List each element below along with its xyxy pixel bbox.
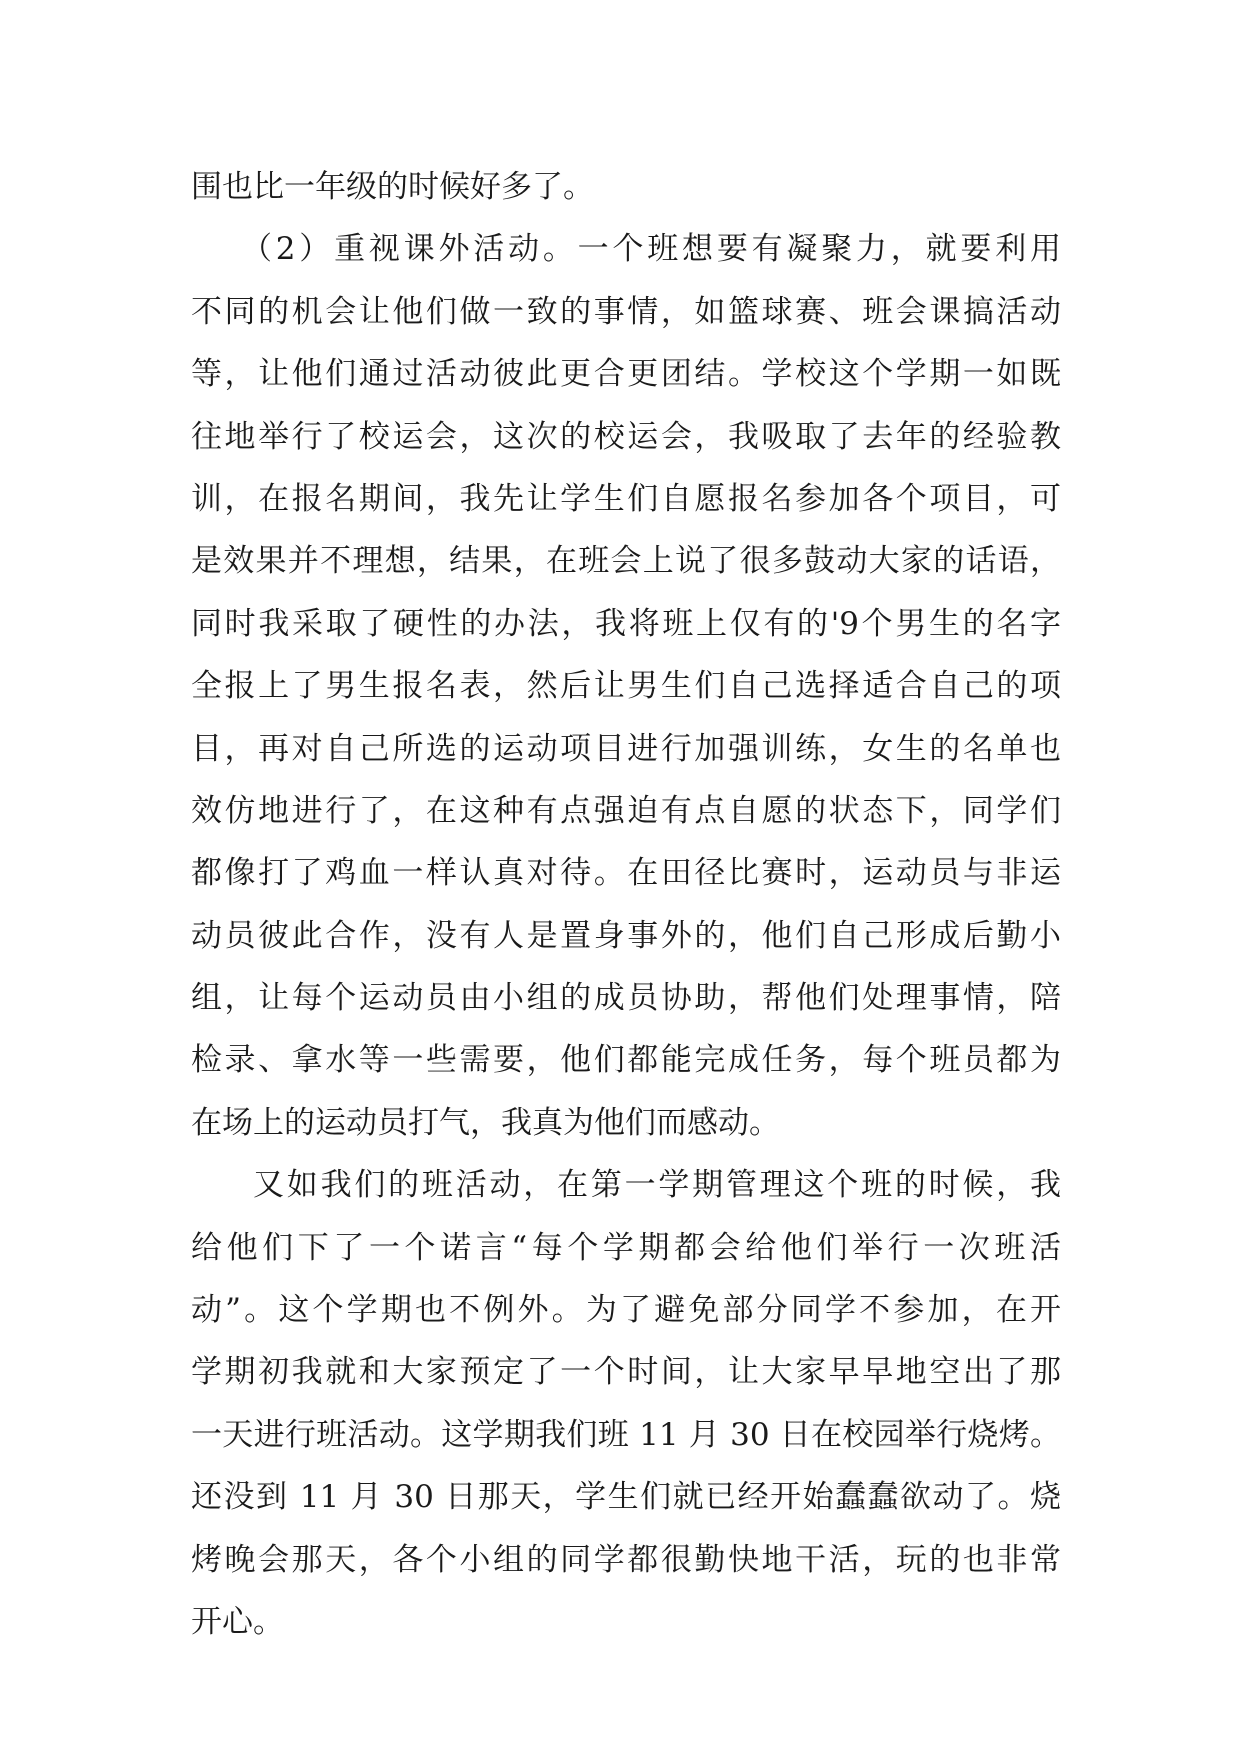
text-line-12: 都像打了鸡血一样认真对待。在田径比赛时，运动员与非运 bbox=[191, 855, 1061, 892]
text-line-15: 检录、拿水等一些需要，他们都能完成任务，每个班员都为 bbox=[191, 1042, 1061, 1079]
text-line-19: 动”。这个学期也不例外。为了避免部分同学不参加，在开 bbox=[191, 1292, 1061, 1329]
document-body bbox=[191, 156, 1061, 1653]
text-line-9: 全报上了男生报名表，然后让男生们自己选择适合自己的项 bbox=[191, 668, 1061, 705]
text-line-1: 围也比一年级的时候好多了。 bbox=[191, 169, 594, 205]
text-line-2: （2）重视课外活动。一个班想要有凝聚力，就要利用 bbox=[241, 231, 1061, 268]
text-line-23: 烤晚会那天，各个小组的同学都很勤快地干活，玩的也非常 bbox=[191, 1541, 1061, 1578]
text-line-13: 动员彼此合作，没有人是置身事外的，他们自己形成后勤小 bbox=[191, 917, 1061, 954]
text-line-7: 是效果并不理想，结果，在班会上说了很多鼓动大家的话语， bbox=[191, 543, 1061, 580]
text-line-21: 一天进行班活动。这学期我们班 11 月 30 日在校园举行烧烤。 bbox=[191, 1416, 1061, 1453]
text-line-5: 往地举行了校运会，这次的校运会，我吸取了去年的经验教 bbox=[191, 418, 1061, 455]
text-line-18: 给他们下了一个诺言“每个学期都会给他们举行一次班活 bbox=[191, 1229, 1061, 1266]
text-line-8: 同时我采取了硬性的办法，我将班上仅有的'9个男生的名字 bbox=[191, 605, 1061, 642]
text-line-24: 开心。 bbox=[191, 1603, 284, 1640]
text-line-22: 还没到 11 月 30 日那天，学生们就已经开始蠢蠢欲动了。烧 bbox=[191, 1479, 1061, 1516]
text-line-3: 不同的机会让他们做一致的事情，如篮球赛、班会课搞活动 bbox=[191, 293, 1061, 330]
text-line-4: 等，让他们通过活动彼此更合更团结。学校这个学期一如既 bbox=[191, 356, 1061, 393]
text-line-11: 效仿地进行了，在这种有点强迫有点自愿的状态下，同学们 bbox=[191, 792, 1061, 829]
text-line-16: 在场上的运动员打气，我真为他们而感动。 bbox=[191, 1104, 780, 1141]
text-line-14: 组，让每个运动员由小组的成员协助，帮他们处理事情，陪 bbox=[191, 980, 1061, 1017]
text-line-20: 学期初我就和大家预定了一个时间，让大家早早地空出了那 bbox=[191, 1354, 1061, 1391]
text-line-6: 训，在报名期间，我先让学生们自愿报名参加各个项目，可 bbox=[191, 480, 1061, 517]
text-line-17: 又如我们的班活动，在第一学期管理这个班的时候，我 bbox=[253, 1167, 1061, 1204]
text-line-10: 目，再对自己所选的运动项目进行加强训练，女生的名单也 bbox=[191, 730, 1061, 767]
